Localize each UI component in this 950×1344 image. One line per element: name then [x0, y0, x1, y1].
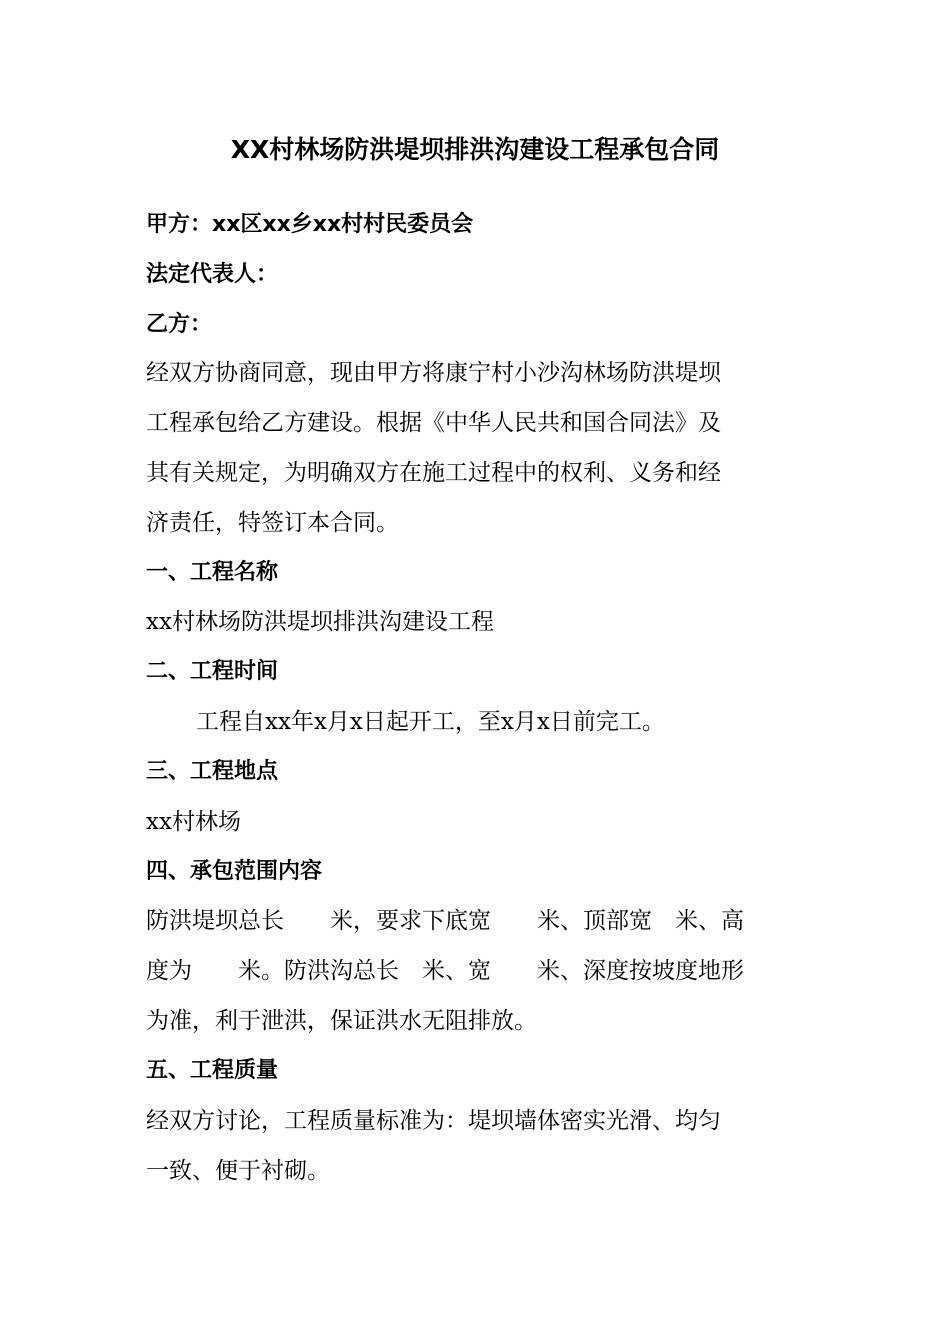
section-text-project-quality: 一致、便于衬砌。 — [146, 1158, 330, 1184]
legal-representative-line: 法定代表人： — [146, 262, 279, 287]
section-text-contract-scope: 防洪堤坝总长 米，要求下底宽 米、顶部宽 米、高 — [146, 908, 744, 934]
section-text-project-time: 工程自xx年x月x日起开工，至x月x日前完工。 — [196, 709, 665, 735]
section-text-contract-scope: 为准，利于泄洪，保证洪水无阻排放。 — [146, 1008, 537, 1034]
section-text-project-name: xx村林场防洪堤坝排洪沟建设工程 — [146, 609, 494, 635]
section-text-project-quality: 经双方讨论，工程质量标准为：堤坝墙体密实光滑、均匀 — [146, 1108, 721, 1134]
intro-line: 其有关规定，为明确双方在施工过程中的权利、义务和经 — [146, 460, 721, 486]
section-heading-project-location: 三、工程地点 — [146, 759, 279, 784]
intro-line: 济责任，特签订本合同。 — [146, 510, 399, 536]
document-title: XX村林场防洪堤坝排洪沟建设工程承包合同 — [230, 135, 720, 164]
party-a-line: 甲方：xx区xx乡xx村村民委员会 — [146, 212, 474, 237]
party-b-line: 乙方： — [146, 312, 213, 337]
intro-line: 经双方协商同意，现由甲方将康宁村小沙沟林场防洪堤坝 — [146, 360, 721, 386]
section-text-contract-scope: 度为 米。防洪沟总长 米、宽 米、深度按坡度地形 — [146, 958, 744, 984]
section-heading-project-time: 二、工程时间 — [146, 659, 279, 684]
intro-line: 工程承包给乙方建设。根据《中华人民共和国合同法》及 — [146, 410, 721, 436]
section-heading-project-quality: 五、工程质量 — [146, 1058, 279, 1083]
section-heading-project-name: 一、工程名称 — [146, 560, 279, 585]
section-heading-contract-scope: 四、承包范围内容 — [146, 859, 323, 884]
section-text-project-location: xx村林场 — [146, 809, 241, 835]
